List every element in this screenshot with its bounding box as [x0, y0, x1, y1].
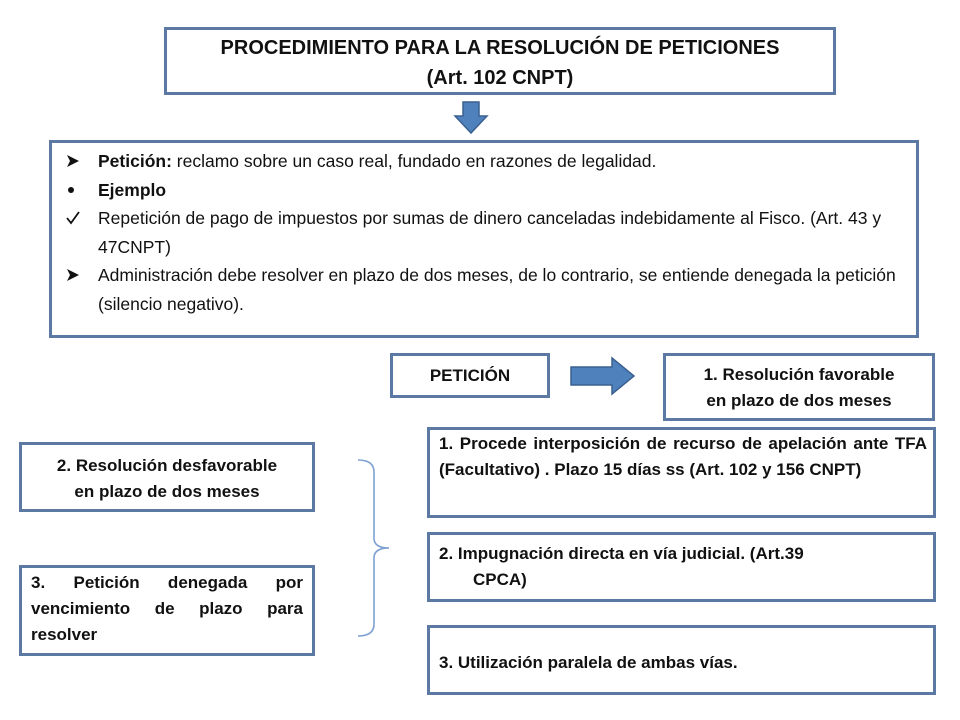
opt2-line-1: 2. Impugnación directa en vía judicial. (Art.39: [439, 544, 804, 563]
denied-by-expiry-box: 3. Petición denegada por vencimiento de plazo para resolver: [19, 565, 315, 656]
down-arrow-icon: [454, 101, 488, 135]
example-label: Ejemplo: [98, 179, 167, 200]
definition-label: Petición:: [98, 151, 172, 171]
res1-line-1: 1. Resolución favorable: [703, 365, 895, 384]
right-arrow-icon: [570, 357, 636, 395]
appeal-option-box: 1. Procede interposición de recurso de apelación ante TFA (Facultativo) . Plazo 15 días ss (Art. 102 y 156 CNPT): [427, 427, 936, 518]
res1-line-2: en plazo de dos meses: [706, 391, 892, 410]
opt2-line-2: CPCA): [473, 570, 527, 589]
title-box: [164, 27, 836, 95]
bracket-connector: [355, 458, 395, 640]
petition-info-box: [49, 140, 919, 338]
info-row-example: [66, 176, 900, 205]
info-row-deadline: [66, 261, 900, 318]
dot-bullet-icon: [66, 176, 98, 205]
info-row-definition: [66, 147, 900, 176]
checkmark-bullet-icon: [66, 204, 98, 233]
definition-text: reclamo sobre un caso real, fundado en razones de legalidad.: [171, 151, 657, 171]
favorable-resolution-box: [663, 353, 935, 421]
deadline-text: Administración debe resolver en plazo de dos meses, de lo contrario, se entiende denegada la petición (silencio negativo).: [98, 265, 896, 314]
arrowhead-bullet-icon: [66, 147, 98, 176]
repetition-text: Repetición de pago de impuestos por sumas de dinero canceladas indebidamente al Fisco. (Art. 43 y 47CNPT): [98, 208, 882, 257]
res2-line-2: en plazo de dos meses: [74, 482, 260, 501]
info-row-repetition: [66, 204, 900, 261]
judicial-option-box: [427, 532, 936, 602]
peticion-box: PETICIÓN: [390, 353, 550, 398]
res2-line-1: 2. Resolución desfavorable: [56, 456, 278, 475]
arrowhead-bullet-icon: [66, 261, 98, 290]
unfavorable-resolution-box: [19, 442, 315, 512]
title-line-1: PROCEDIMIENTO PARA LA RESOLUCIÓN DE PETICIONES: [220, 37, 780, 59]
title-line-2: (Art. 102 CNPT): [426, 67, 574, 89]
parallel-option-box: 3. Utilización paralela de ambas vías.: [427, 625, 936, 695]
